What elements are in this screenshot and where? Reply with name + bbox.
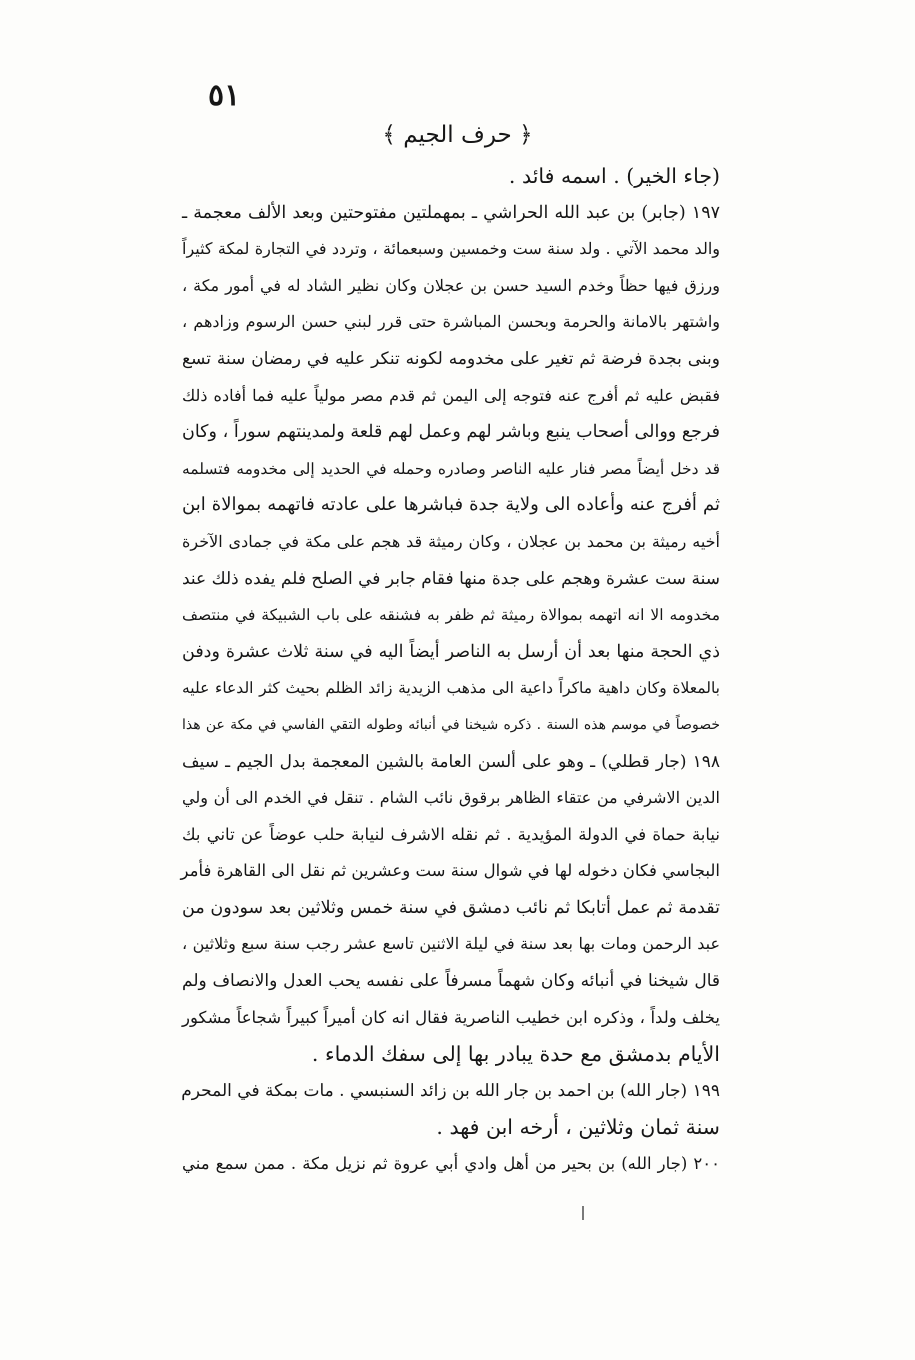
text-line: الدين الاشرفي من عتقاء الظاهر برقوق نائب الشام . تنقل في الخدم الى أن ولي (182, 788, 720, 808)
text-line: قد دخل أيضاً مصر فنار عليه الناصر وصادره وحمله في الحديد إلى مخدومه فتسلمه (182, 459, 720, 478)
text-line: (جاء الخير) . اسمه فائد . (508, 164, 720, 188)
text-line: ١٩٧ (جابر) بن عبد الله الحراشي ـ بمهملتين مفتوحتين وبعد الألف معجمة ـ (182, 202, 720, 223)
text-line: بالمعلاة وكان داهية ماكراً داعية الى مذهب الزيدية زائد الظلم بحيث كثر الدعاء عليه (182, 679, 720, 698)
text-line: وبنى بجدة فرضة ثم تغير على مخدومه لكونه تنكر عليه في رمضان سنة تسع (182, 348, 720, 369)
text-line: عبد الرحمن ومات بها بعد سنة في ليلة الاثنين تاسع عشر رجب سنة سبع وثلاثين ، (182, 934, 720, 954)
text-line: فقبض عليه ثم أفرج عنه فتوجه إلى اليمن ثم قدم مصر مولياً عليه فما أفاده ذلك (182, 385, 720, 405)
text-line: أخيه رميثة بن محمد بن عجلان ، وكان رميثة قد هجم على مكة في جمادى الآخرة (182, 531, 720, 551)
text-line: ورزق فيها حظاً وخدم السيد حسن بن عجلان وكان نظير الشاد له في أمور مكة ، (182, 275, 720, 295)
text-line: واشتهر بالامانة والحرمة وبحسن المباشرة حتى قرر لبني حسن الرسوم وزادهم ، (182, 312, 720, 332)
stray-ink-mark (582, 1206, 584, 1220)
text-line: ثم أفرج عنه وأعاده الى ولاية جدة فباشرها على عادته فاتهمه بموالاة ابن (182, 494, 720, 516)
main-text (182, 158, 720, 1183)
text-line: البجاسي فكان دخوله لها في شوال سنة ست وعشرين ثم نقل الى القاهرة فأمر (180, 861, 720, 881)
text-line: مخدومه الا انه اتهمه بموالاة رميثة ثم ظفر به فشنقه على باب الشبيكة في منتصف (182, 606, 720, 625)
text-line: والد محمد الآتي . ولد سنة ست وخمسين وسبعمائة ، وتردد في التجارة لمكة كثيراً (182, 239, 720, 259)
text-line: خصوصاً في موسم هذه السنة . ذكره شيخنا في أنبائه وطوله التقي الفاسي في مكة عن هذا (182, 716, 720, 733)
text-line: سنة ثمان وثلاثين ، أرخه ابن فهد . (436, 1115, 720, 1140)
text-line: ١٩٩ (جار الله) بن احمد بن جار الله بن زائد السنبسي . مات بمكة في المحرم (181, 1080, 720, 1101)
page-number: ٥١ (208, 78, 241, 113)
text-line: تقدمة ثم عمل أتابكا ثم نائب دمشق في سنة خمس وثلاثين بعد سودون من (182, 897, 720, 918)
text-line: سنة ست عشرة وهجم على جدة منها فقام جابر في الصلح فلم يفده ذلك عند (182, 568, 720, 589)
text-line: فرجع ووالى أصحاب ينبع وباشر لهم وعمل لهم قلعة ولمدينتهم سوراً ، وكان (182, 422, 720, 443)
text-line: نيابة حماة في الدولة المؤيدية . ثم نقله الاشرف لنيابة حلب عوضاً عن تاني بك (182, 824, 720, 844)
text-line: يخلف ولداً ، وذكره ابن خطيب الناصرية فقال انه كان أميراً كبيراً شجاعاً مشكور (182, 1007, 720, 1027)
text-line: ذي الحجة منها بعد أن أرسل به الناصر أيضاً اليه في سنة ثلاث عشرة ودفن (182, 641, 720, 662)
section-header: ﴿ حرف الجيم ﴾ (382, 122, 533, 148)
text-line: ١٩٨ (جار قطلي) ـ وهو على ألسن العامة بالشين المعجمة بدل الجيم ـ سيف (182, 751, 720, 772)
text-line: ٢٠٠ (جار الله) بن بحير من أهل وادي أبي عروة ثم نزيل مكة . ممن سمع مني (182, 1154, 720, 1174)
text-line: الأيام بدمشق مع حدة يبادر بها إلى سفك الدماء . (311, 1042, 720, 1067)
text-line: قال شيخنا في أنبائه وكان شهماً مسرفاً على نفسه يحب العدل والانصاف ولم (182, 971, 720, 992)
